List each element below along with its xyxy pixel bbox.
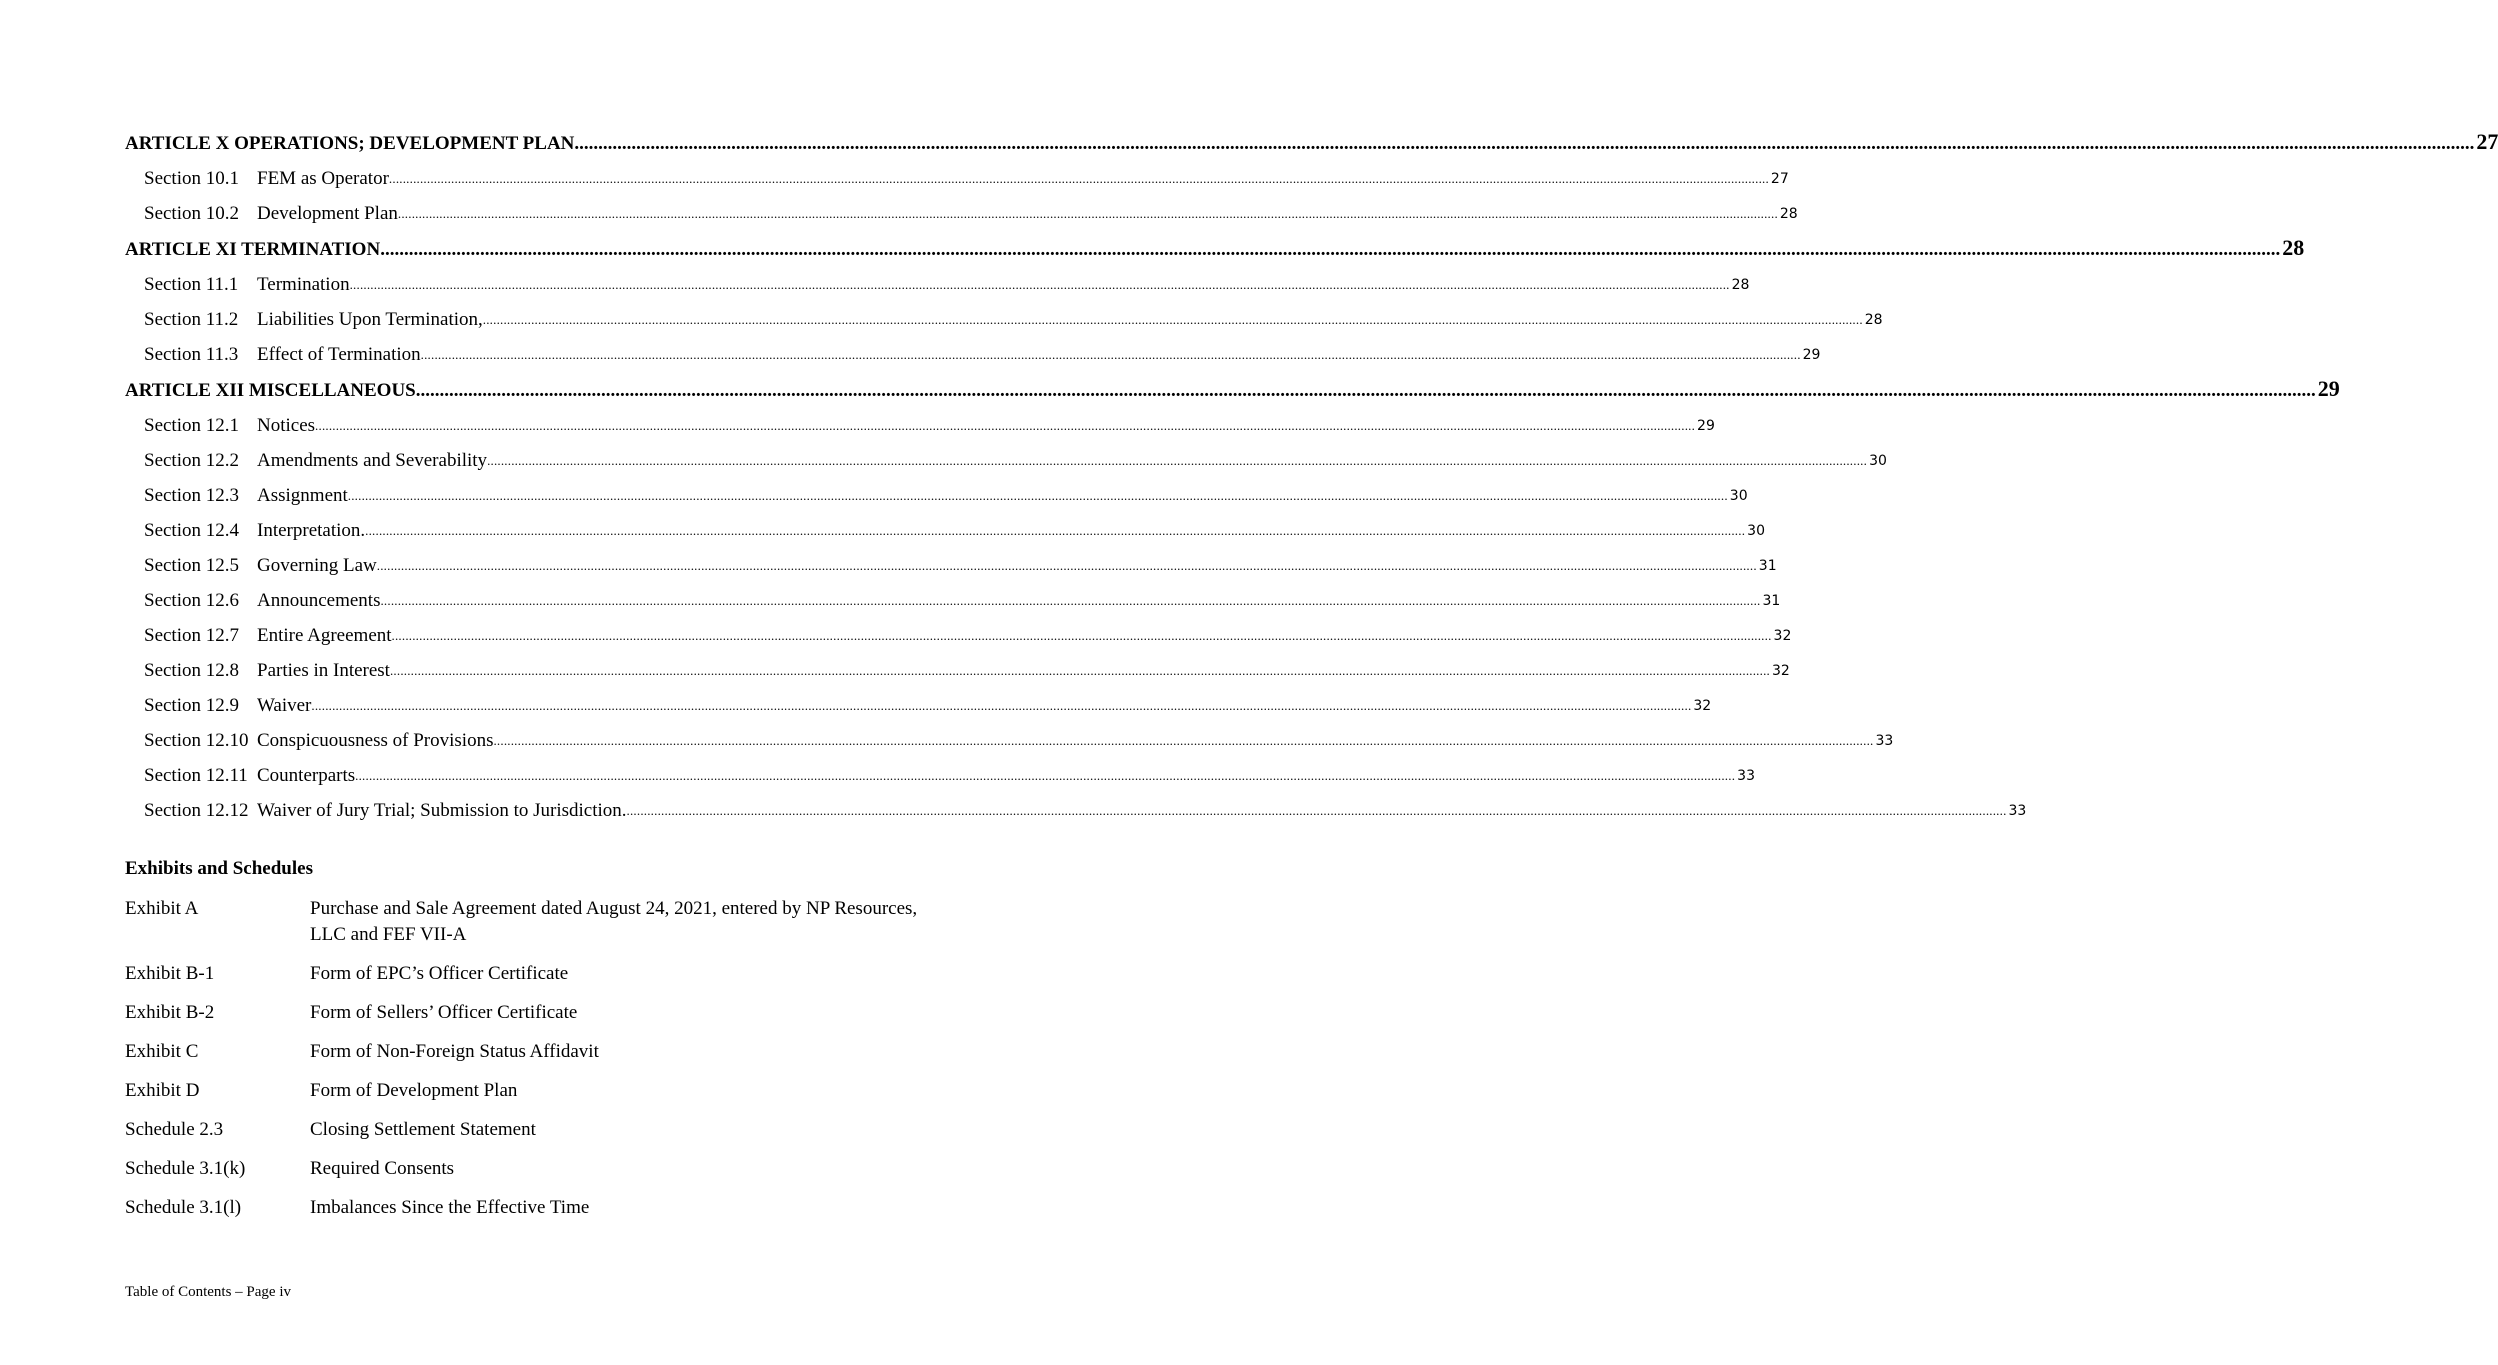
toc-page-number: 33 (2008, 803, 2027, 819)
toc-section-label (144, 730, 493, 752)
toc-leader-dots: ................................................................................................................................................................................................................................................................................................................................................................................................................ (482, 312, 1863, 327)
toc-section-title: Notices (257, 415, 316, 436)
toc-section-number: Section 12.6 (144, 590, 239, 611)
toc-section-number: Section 12.4 (144, 520, 239, 541)
toc-section-label (144, 625, 392, 647)
exhibit-row (125, 1117, 925, 1143)
toc-page-number: 27 (1770, 171, 1789, 187)
toc-leader-dots: ................................................................................................................................................................................................................................................................................................................................................................................................................ (487, 453, 1868, 468)
toc-section-title: Counterparts (257, 765, 356, 786)
toc-section-title: Assignment (257, 485, 348, 506)
toc-leader-dots: ................................................................................................................................................................................................................................................................................................................................................................................................................ (311, 698, 1692, 713)
exhibit-description: Required Consents (310, 1158, 455, 1179)
toc-page-number: 32 (1693, 698, 1712, 714)
exhibit-description: Imbalances Since the Effective Time (310, 1197, 590, 1218)
toc-page-number: 29 (1802, 347, 1821, 363)
toc-leader-dots: ................................................................................................................................................................................................................................................................................................................................................................................................................ (380, 593, 1761, 608)
toc-leader-dots: ................................................................................................................................................................................................................................................................................................................................................................................................................ (349, 277, 1730, 292)
toc-section-title: Interpretation. (257, 520, 366, 541)
toc-section-title: Waiver (257, 695, 312, 716)
exhibit-code: Schedule 2.3 (125, 1119, 224, 1140)
toc-page-number: 28 (1731, 277, 1750, 293)
exhibit-row (125, 1039, 925, 1065)
toc-section-number: Section 11.1 (144, 274, 239, 295)
toc-page-number: 32 (1771, 663, 1790, 679)
toc-leader-dots: ................................................................................................................................................................................................................................................................................................................................................................................................................ (391, 628, 1772, 643)
toc-section-number: Section 10.1 (144, 168, 239, 189)
toc-section-title: Entire Agreement (257, 625, 392, 646)
toc-section[interactable] (125, 510, 1765, 545)
toc-section-label (144, 309, 483, 331)
toc-section[interactable] (125, 405, 1715, 440)
toc-section-title: Development Plan (257, 203, 398, 224)
toc-article[interactable] (125, 369, 2340, 405)
toc-leader-dots: ................................................................................................................................................................................................................................................................................................................................................................................................................ (574, 133, 2475, 154)
toc-section-number: Section 12.12 (144, 800, 249, 821)
toc-page-number: 31 (1758, 558, 1777, 574)
exhibit-row (125, 1000, 925, 1026)
toc-section[interactable] (125, 334, 1821, 369)
toc-section[interactable] (125, 545, 1777, 580)
toc-section-title: Conspicuousness of Provisions (257, 730, 494, 751)
toc-section-number: Section 10.2 (144, 203, 239, 224)
toc-leader-dots: ................................................................................................................................................................................................................................................................................................................................................................................................................ (355, 768, 1736, 783)
exhibit-row (125, 1195, 925, 1221)
toc-section-label (144, 800, 627, 822)
toc-article-label: ARTICLE X OPERATIONS; DEVELOPMENT PLAN (125, 133, 575, 154)
toc-section-label (144, 485, 348, 507)
toc-page-number: 33 (1875, 733, 1894, 749)
toc-leader-dots: ................................................................................................................................................................................................................................................................................................................................................................................................................ (365, 523, 1746, 538)
toc-section[interactable] (125, 475, 1748, 510)
toc-section-number: Section 12.7 (144, 625, 239, 646)
toc-page-number: 27 (2476, 129, 2498, 154)
toc-section-number: Section 12.5 (144, 555, 239, 576)
toc-section[interactable] (125, 264, 1750, 299)
toc-section[interactable] (125, 650, 1790, 685)
toc-section-label (144, 450, 487, 472)
toc-section[interactable] (125, 580, 1781, 615)
toc-page-number: 30 (1729, 488, 1748, 504)
toc-page-number: 32 (1773, 628, 1792, 644)
toc-leader-dots: ................................................................................................................................................................................................................................................................................................................................................................................................................ (347, 488, 1728, 503)
exhibit-code: Exhibit C (125, 1041, 199, 1062)
toc-section-number: Section 12.8 (144, 660, 239, 681)
toc-page-number: 30 (1869, 453, 1887, 469)
toc-article-label: ARTICLE XII MISCELLANEOUS (125, 380, 416, 401)
table-of-contents (125, 122, 2498, 825)
exhibit-code: Exhibit A (125, 898, 199, 919)
toc-section-number: Section 11.2 (144, 309, 239, 330)
toc-section[interactable] (125, 790, 2027, 825)
toc-section-number: Section 12.2 (144, 450, 239, 471)
toc-section-label (144, 695, 311, 717)
toc-leader-dots: ................................................................................................................................................................................................................................................................................................................................................................................................................ (388, 171, 1769, 186)
toc-leader-dots: ................................................................................................................................................................................................................................................................................................................................................................................................................ (380, 239, 2281, 260)
exhibit-description: Form of EPC’s Officer Certificate (310, 963, 569, 984)
toc-section-label (144, 765, 355, 787)
toc-page-number: 28 (1864, 312, 1883, 328)
exhibit-code: Exhibit D (125, 1080, 200, 1101)
exhibit-description: Purchase and Sale Agreement dated August 24, 2021, entered by NP Resources, LLC and FEF VII-A (310, 898, 918, 945)
toc-leader-dots: ................................................................................................................................................................................................................................................................................................................................................................................................................ (493, 733, 1874, 748)
toc-section-number: Section 12.11 (144, 765, 248, 786)
toc-section-label (144, 274, 350, 296)
toc-section-label (144, 168, 389, 190)
toc-section[interactable] (125, 158, 1789, 193)
toc-page-number: 28 (2282, 235, 2305, 260)
toc-page-number: 33 (1737, 768, 1755, 784)
toc-section-title: Parties in Interest (257, 660, 390, 681)
toc-section-title: Termination (257, 274, 350, 295)
toc-section-number: Section 12.3 (144, 485, 239, 506)
toc-section-label (144, 520, 365, 542)
exhibit-description: Closing Settlement Statement (310, 1119, 536, 1140)
toc-section[interactable] (125, 615, 1792, 650)
exhibit-row (125, 961, 925, 987)
exhibit-code: Exhibit B-1 (125, 963, 215, 984)
toc-section-title: Announcements (257, 590, 381, 611)
toc-section-label (144, 660, 390, 682)
toc-article-label: ARTICLE XI TERMINATION (125, 239, 381, 260)
toc-section-number: Section 12.1 (144, 415, 239, 436)
toc-section[interactable] (125, 685, 1712, 720)
toc-section-label (144, 203, 398, 225)
toc-section-title: Waiver of Jury Trial; Submission to Jurisdiction. (257, 800, 627, 821)
exhibits-heading: Exhibits and Schedules (125, 858, 313, 879)
toc-page-number: 29 (1697, 418, 1715, 434)
toc-leader-dots: ................................................................................................................................................................................................................................................................................................................................................................................................................ (626, 803, 2007, 818)
toc-section-title: Governing Law (257, 555, 377, 576)
toc-section[interactable] (125, 440, 1887, 475)
toc-section-title: FEM as Operator (257, 168, 389, 189)
toc-page-number: 28 (1779, 206, 1798, 222)
exhibit-row (125, 896, 925, 948)
toc-section-number: Section 11.3 (144, 344, 239, 365)
exhibit-description: Form of Non-Foreign Status Affidavit (310, 1041, 599, 1062)
toc-leader-dots: ................................................................................................................................................................................................................................................................................................................................................................................................................ (376, 558, 1757, 573)
exhibit-row (125, 1078, 925, 1104)
toc-section[interactable] (125, 193, 1798, 228)
exhibit-code: Schedule 3.1(k) (125, 1158, 246, 1179)
toc-section[interactable] (125, 755, 1755, 790)
exhibits-list (125, 896, 925, 1234)
exhibit-description: Form of Sellers’ Officer Certificate (310, 1002, 578, 1023)
toc-page-number: 29 (2317, 376, 2340, 401)
exhibit-code: Schedule 3.1(l) (125, 1197, 242, 1218)
toc-article[interactable] (125, 228, 2305, 264)
toc-leader-dots: ................................................................................................................................................................................................................................................................................................................................................................................................................ (415, 380, 2316, 401)
toc-section[interactable] (125, 299, 1883, 334)
toc-section[interactable] (125, 720, 1894, 755)
toc-page-number: 31 (1762, 593, 1781, 609)
toc-section-title: Effect of Termination (257, 344, 421, 365)
toc-section-label (144, 590, 380, 612)
toc-section-label (144, 344, 421, 366)
exhibit-description: Form of Development Plan (310, 1080, 518, 1101)
toc-section-label (144, 555, 377, 577)
toc-article[interactable] (125, 122, 2498, 158)
toc-leader-dots: ................................................................................................................................................................................................................................................................................................................................................................................................................ (397, 206, 1778, 221)
toc-page-number: 30 (1747, 523, 1765, 539)
toc-leader-dots: ................................................................................................................................................................................................................................................................................................................................................................................................................ (315, 418, 1696, 433)
page-footer: Table of Contents – Page iv (125, 1284, 292, 1300)
toc-section-number: Section 12.9 (144, 695, 239, 716)
toc-section-label (144, 415, 315, 437)
toc-section-title: Amendments and Severability (257, 450, 488, 471)
toc-leader-dots: ................................................................................................................................................................................................................................................................................................................................................................................................................ (420, 347, 1801, 362)
toc-section-number: Section 12.10 (144, 730, 249, 751)
toc-section-title: Liabilities Upon Termination, (257, 309, 483, 330)
exhibit-row (125, 1156, 925, 1182)
exhibit-code: Exhibit B-2 (125, 1002, 215, 1023)
toc-leader-dots: ................................................................................................................................................................................................................................................................................................................................................................................................................ (389, 663, 1770, 678)
